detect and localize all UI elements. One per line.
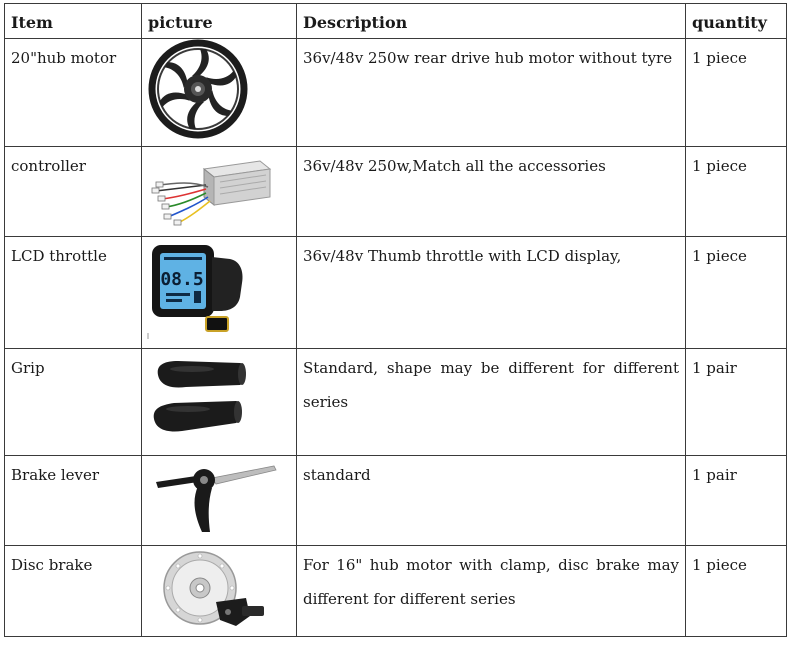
- item-name: controller: [5, 147, 142, 237]
- header-row: [5, 4, 787, 39]
- table-row: [5, 147, 787, 237]
- parts-table: [4, 3, 787, 637]
- item-quantity: 1 pair: [686, 349, 787, 456]
- item-description: 36v/48v Thumb throttle with LCD display,: [297, 237, 686, 349]
- item-name: Brake lever: [5, 456, 142, 546]
- table-row: [5, 39, 787, 147]
- item-name: 20"hub motor: [5, 39, 142, 147]
- controller-image: [142, 147, 297, 237]
- item-quantity: 1 piece: [686, 237, 787, 349]
- item-quantity: 1 piece: [686, 147, 787, 237]
- table-row: [5, 237, 787, 349]
- hub-motor-image: [142, 39, 297, 147]
- item-name: LCD throttle: [5, 237, 142, 349]
- header-item: Item: [5, 4, 142, 39]
- item-quantity: 1 piece: [686, 546, 787, 637]
- header-description: Description: [297, 4, 686, 39]
- table-row: [5, 456, 787, 546]
- item-description: Standard, shape may be different for different series: [297, 349, 686, 456]
- item-name: Disc brake: [5, 546, 142, 637]
- brake-lever-image: [142, 456, 297, 546]
- item-description: For 16" hub motor with clamp, disc brake may different for different series: [297, 546, 686, 637]
- item-description: standard: [297, 456, 686, 546]
- disc-brake-image: [142, 546, 297, 637]
- lcd-throttle-image: [142, 237, 297, 349]
- table-row: [5, 349, 787, 456]
- lcd-speed-readout: 08.5: [160, 269, 204, 290]
- grip-image: [142, 349, 297, 456]
- item-quantity: 1 pair: [686, 456, 787, 546]
- item-name: Grip: [5, 349, 142, 456]
- table-row: [5, 546, 787, 637]
- item-quantity: 1 piece: [686, 39, 787, 147]
- header-quantity: quantity: [686, 4, 787, 39]
- item-description: 36v/48v 250w,Match all the accessories: [297, 147, 686, 237]
- item-description: 36v/48v 250w rear drive hub motor without tyre: [297, 39, 686, 147]
- header-picture: picture: [142, 4, 297, 39]
